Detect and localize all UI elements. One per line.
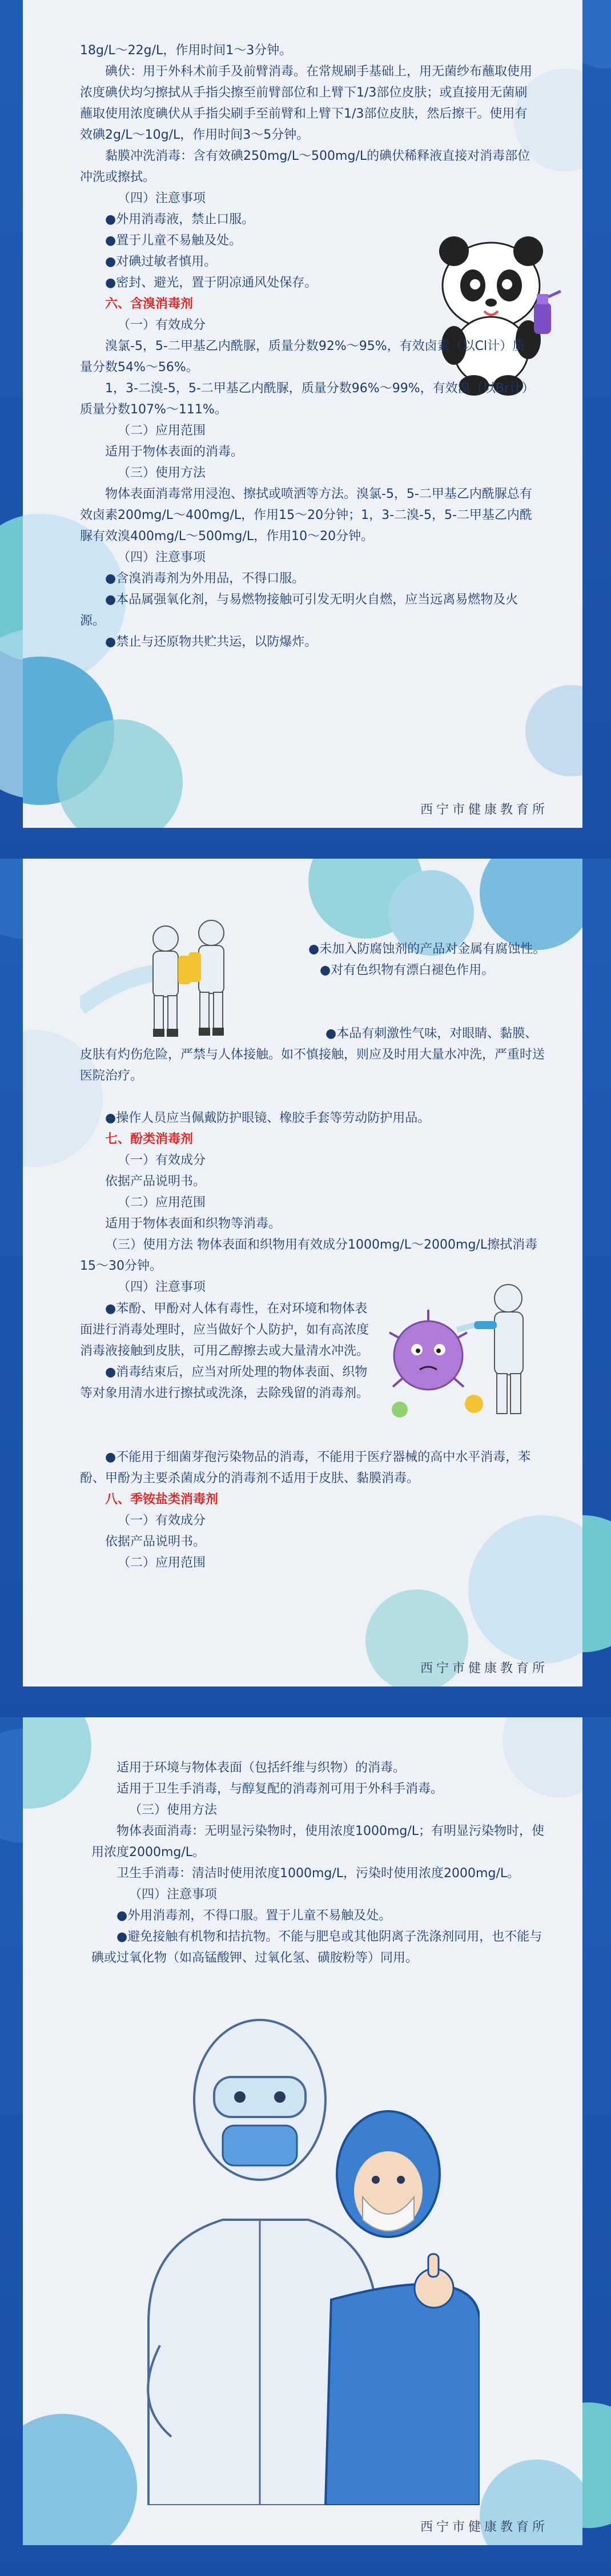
bullet-item: ●密封、避光，置于阴凉通风处保存。 [105, 276, 317, 290]
text-line: 适用于卫生手消毒，与醇复配的消毒剂可用于外科手消毒。 [116, 1782, 444, 1796]
text-line: 依据产品说明书。 [105, 1174, 206, 1189]
section-heading: （四）注意事项 [118, 1280, 206, 1294]
page-2 [0, 859, 611, 1717]
bullet-item: ●置于儿童不易触及处。 [105, 234, 242, 248]
text-line: 1，3-二溴-5，5-二甲基乙内酰脲，质量分数96%～99%，有效溴（以Br计）质量分数107%～111%。 [80, 381, 534, 417]
text-line: 溴氯-5，5-二甲基乙内酰脲，质量分数92%～95%，有效卤素（以Cl计）质量分数54%～56%。 [80, 339, 525, 375]
page2-left-text [80, 1298, 377, 1404]
text-line: 黏膜冲洗消毒：含有效碘250mg/L～500mg/L的碘伏稀释液直接对消毒部位冲洗或擦拭。 [80, 149, 530, 184]
text-line: 适用于物体表面的消毒。 [105, 445, 244, 459]
text-line: 物体表面消毒常用浸泡、擦拭或喷洒等方法。溴氯-5，5-二甲基乙内酰脲总有效卤素200mg/L～400mg/L，作用15～20分钟；1，3-二溴-5，5-二甲基乙内酰脲有效溴400mg/L～500mg/L，作用10～20分钟。 [80, 487, 532, 544]
footer-org: 西宁市健康教育所 [420, 2520, 548, 2534]
bullet-item: ●禁止与还原物共贮共运，以防爆炸。 [105, 635, 317, 649]
footer-org: 西宁市健康教育所 [420, 803, 548, 817]
text-line: 碘伏：用于外科术前手及前臂消毒。在常规刷手基础上，用无菌纱布蘸取使用浓度碘伏均匀擦拭从手指尖擦至前臂部位和上臂下1/3部位皮肤；或直接用无菌刷蘸取使用浓度碘伏从手指尖刷手至前臂和上臂下1/3部位皮肤，然后擦干。使用有效碘2g/L～10g/L，作用时间3～5分钟。 [80, 65, 533, 142]
section-heading: （二）应用范围 [118, 1196, 206, 1210]
page-3 [0, 1717, 611, 2576]
text-line: 物体表面消毒：无明显污染物时，使用浓度1000mg/L；有明显污染物时，使用浓度2000mg/L。 [91, 1824, 545, 1859]
bullet-item: ●不能用于细菌芽孢污染物品的消毒，不能用于医疗器械的高中水平消毒，苯酚、甲酚为主要杀菌成分的消毒剂不适用于皮肤、黏膜消毒。 [80, 1450, 531, 1486]
section-heading: （三）使用方法 [118, 466, 206, 480]
section-heading: （四）注意事项 [129, 1887, 218, 1902]
bullet-item: ●对碘过敏者慎用。 [105, 255, 217, 269]
virus-spray-icon [377, 1270, 560, 1430]
text-line: （三）使用方法 物体表面和织物用有效成分1000mg/L～2000mg/L擦拭消毒15～30分钟。 [80, 1238, 538, 1273]
chapter-title: 六、含溴消毒剂 [105, 297, 194, 311]
bullet-item: ●消毒结束后，应当对所处理的物体表面、织物等对象用清水进行擦拭或洗涤，去除残留的消毒剂。 [80, 1365, 369, 1400]
bullet-item: ●苯酚、甲酚对人体有毒性，在对环境和物体表面进行消毒处理时，应当做好个人防护，如有高浓度消毒液接触到皮肤，可用乙醇擦去或大量清水冲洗。 [80, 1302, 369, 1358]
page3-text [91, 1757, 548, 1969]
bullet-item: ●外用消毒液，禁止口服。 [105, 212, 255, 227]
bullet-item: ●本品属强氧化剂，与易燃物接触可引发无明火自燃，应当远离易燃物及火源。 [80, 593, 518, 628]
page-1 [0, 0, 611, 859]
bullet-item: ●操作人员应当佩戴防护眼镜、橡胶手套等劳动防护用品。 [105, 1111, 431, 1125]
bullet-item: ●含溴消毒剂为外用品，不得口服。 [105, 571, 305, 586]
section-heading: （一）有效成分 [118, 318, 206, 332]
page2-bullet-full [80, 1023, 548, 1086]
bullet-item: ●避免接触有机物和拮抗物。不能与肥皂或其他阴离子洗涤剂同用，也不能与碘或过氧化物（如高锰酸钾、过氧化氢、磺胺粉等）同用。 [91, 1930, 542, 1965]
text-line: 适用于物体表面和织物等消毒。 [105, 1217, 282, 1231]
text-line: 卫生手消毒：清洁时使用浓度1000mg/L，污染时使用浓度2000mg/L。 [116, 1866, 520, 1881]
medical-workers-icon [137, 2003, 480, 2505]
text-line: 依据产品说明书。 [105, 1535, 206, 1549]
content-panel-2 [23, 859, 582, 1687]
page2-right-text [308, 939, 548, 981]
content-panel-3 [23, 1717, 582, 2545]
section-heading: （二）应用范围 [118, 424, 206, 438]
chapter-title: 八、季铵盐类消毒剂 [105, 1492, 219, 1507]
section-heading: （一）有效成分 [118, 1514, 206, 1528]
section-heading: （二）应用范围 [118, 1556, 206, 1570]
bullet-item: ●外用消毒剂，不得口服。置于儿童不易触及处。 [116, 1909, 392, 1923]
bullet-item: ●未加入防腐蚀剂的产品对金属有腐蚀性。 [308, 942, 546, 956]
section-heading: （四）注意事项 [118, 191, 206, 206]
chapter-title: 七、酚类消毒剂 [105, 1132, 194, 1146]
page1-text [80, 40, 537, 653]
content-panel-1 [23, 0, 582, 828]
footer-org: 西宁市健康教育所 [420, 1661, 548, 1676]
section-heading: （三）使用方法 [129, 1803, 218, 1817]
bullet-item: ●本品有刺激性气味，对眼睛、黏膜、皮肤有灼伤危险，严禁与人体接触。如不慎接触，则应及时用大量水冲洗，严重时送医院治疗。 [80, 1027, 545, 1083]
page2-tail-text [80, 1447, 548, 1573]
section-heading: （四）注意事项 [118, 550, 206, 565]
bullet-item: ●对有色织物有漂白褪色作用。 [320, 963, 495, 977]
section-heading: （一）有效成分 [118, 1153, 206, 1168]
text-line: 18g/L～22g/L，作用时间1～3分钟。 [80, 43, 292, 58]
text-line: 适用于环境与物体表面（包括纤维与织物）的消毒。 [116, 1761, 406, 1775]
